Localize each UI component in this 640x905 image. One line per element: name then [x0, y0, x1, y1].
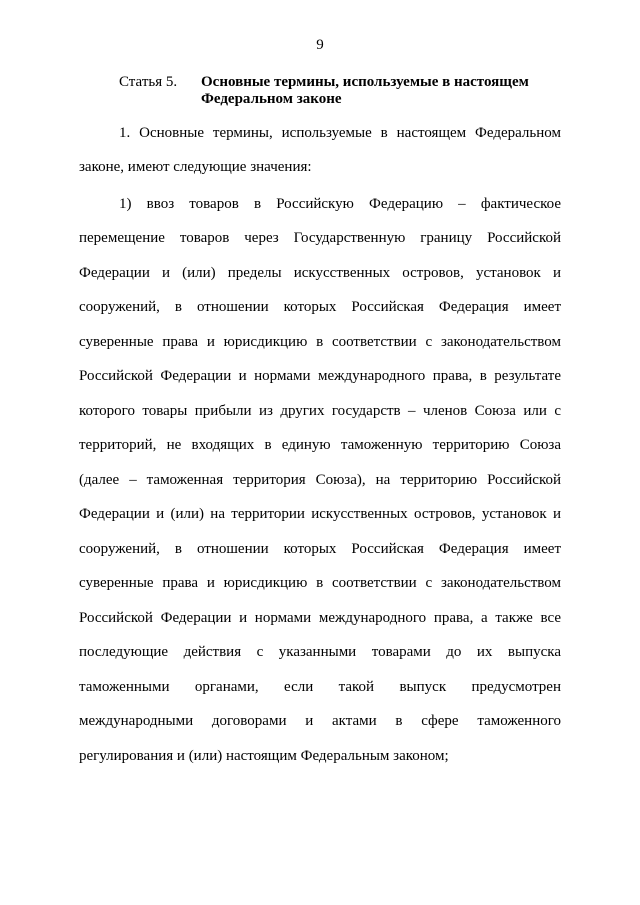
paragraph-line: суверенные права и юрисдикцию в соответствии с законодательством — [79, 334, 561, 350]
paragraph-line: таможенными органами, если такой выпуск предусмотрен — [79, 679, 561, 695]
page-number: 9 — [316, 37, 324, 53]
paragraph-line: 1. Основные термины, используемые в настоящем Федеральном — [119, 125, 561, 141]
paragraph-line: законе, имеют следующие значения: — [79, 159, 312, 175]
paragraph-line: перемещение товаров через Государственную границу Российской — [79, 230, 561, 246]
paragraph-line: Федерации и (или) на территории искусственных островов, установок и — [79, 506, 561, 522]
article-title — [201, 74, 581, 108]
paragraph-line: сооружений, в отношении которых Российская Федерация имеет — [79, 541, 561, 557]
paragraph-line: которого товары прибыли из других государств – членов Союза или с — [79, 403, 561, 419]
paragraph-line: регулирования и (или) настоящим Федеральным законом; — [79, 748, 449, 764]
paragraph-line: 1) ввоз товаров в Российскую Федерацию – фактическое — [119, 196, 561, 212]
paragraph-line: территорий, не входящих в единую таможенную территорию Союза — [79, 437, 561, 453]
article-title-line: Основные термины, используемые в настоящем — [201, 74, 529, 90]
paragraph-line: международными договорами и актами в сфере таможенного — [79, 713, 561, 729]
paragraph-line: Федерации и (или) пределы искусственных островов, установок и — [79, 265, 561, 281]
paragraph-line: последующие действия с указанными товарами до их выпуска — [79, 644, 561, 660]
paragraph-line: Российской Федерации и нормами международного права, в результате — [79, 368, 561, 384]
article-label: Статья 5. — [119, 74, 178, 90]
paragraph-line: сооружений, в отношении которых Российская Федерация имеет — [79, 299, 561, 315]
paragraph-line: (далее – таможенная территория Союза), на территорию Российской — [79, 472, 561, 488]
article-title-line: Федеральном законе — [201, 91, 342, 107]
paragraph-line: Российской Федерации и нормами международного права, а также все — [79, 610, 561, 626]
paragraph-line: суверенные права и юрисдикцию в соответствии с законодательством — [79, 575, 561, 591]
